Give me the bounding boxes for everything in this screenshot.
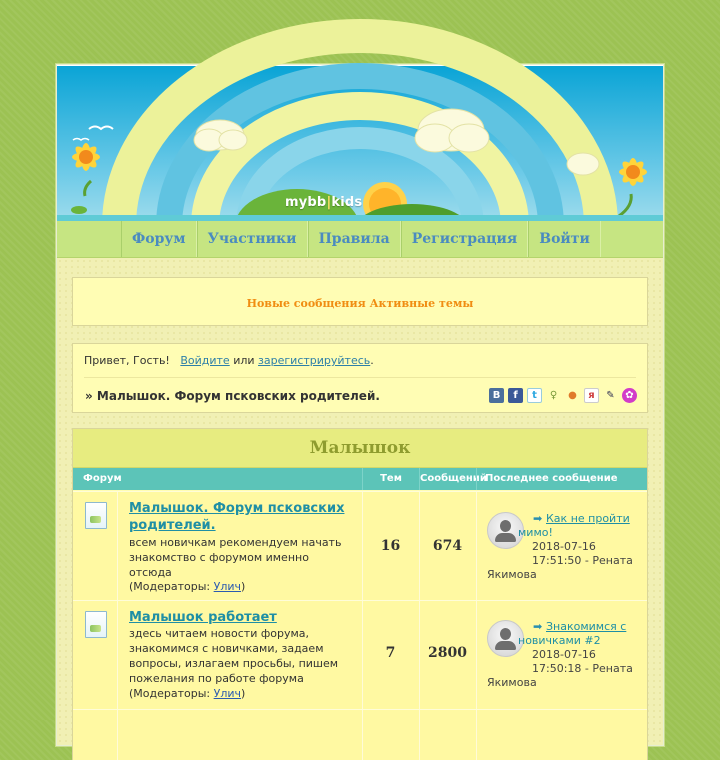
column-last-post: Последнее сообщение: [476, 468, 618, 490]
logo-text-kids: kids: [331, 195, 363, 210]
last-post-date: 2018-07-16: [532, 540, 596, 553]
facebook-icon[interactable]: f: [508, 388, 523, 403]
last-post-date: 2018-07-16: [532, 648, 596, 661]
posts-count: 674: [432, 538, 463, 554]
table-header: [73, 468, 647, 490]
last-post-title-line1: Как не пройти: [546, 512, 630, 525]
forum-status-icon: [85, 611, 107, 638]
moderators-close: ): [241, 687, 246, 700]
greeting-period: .: [370, 354, 374, 367]
last-post-title-line1: Знакомимся с: [546, 620, 627, 633]
register-link[interactable]: зарегистрируйтесь: [258, 354, 371, 367]
nav-item-login[interactable]: Войти: [528, 221, 601, 257]
forum-title-line2: родителей.: [129, 518, 216, 533]
last-post-meta: [487, 648, 637, 690]
greeting-line: [84, 354, 374, 367]
nav-item-members[interactable]: Участники: [197, 221, 308, 257]
column-topics: Тем: [362, 468, 419, 490]
or-text: или: [233, 354, 255, 367]
vk-icon[interactable]: В: [489, 388, 504, 403]
last-post-author: Якимова: [487, 568, 537, 581]
description-line: отсюда: [129, 566, 172, 579]
column-posts: Сообщений: [419, 468, 476, 490]
main-content: [57, 258, 663, 745]
forum-row: [73, 709, 647, 760]
arrow-right-icon: ➡: [533, 620, 543, 633]
site-logo[interactable]: [285, 195, 362, 210]
page-wrapper: [56, 64, 664, 746]
flower-icon[interactable]: ✿: [622, 388, 637, 403]
moderators-label: (Модераторы:: [129, 687, 211, 700]
forum-row: [73, 491, 647, 600]
posts-count: 2800: [428, 645, 467, 661]
new-posts-box: [72, 277, 648, 326]
logo-text-mybb: mybb: [285, 195, 327, 210]
forum-moderators: [129, 687, 245, 700]
forum-status-icon: [85, 502, 107, 529]
last-post-author: Якимова: [487, 676, 537, 689]
nav-item-rules[interactable]: Правила: [308, 221, 401, 257]
moderators-label: (Модераторы:: [129, 580, 211, 593]
forum-description: [129, 535, 354, 580]
last-post-time-author: 17:50:18 - Рената: [532, 662, 633, 675]
login-link[interactable]: Войдите: [180, 354, 230, 367]
greeting-text: Привет, Гость!: [84, 354, 170, 367]
description-line: знакомство с форумом именно: [129, 551, 309, 564]
arrow-right-icon: ➡: [533, 512, 543, 525]
description-line: здесь читаем новости форума,: [129, 627, 310, 640]
column-forum: Форум: [83, 473, 122, 484]
twitter-icon[interactable]: t: [527, 388, 542, 403]
forum-category: [72, 428, 648, 760]
forum-title-link[interactable]: [129, 500, 354, 534]
topics-count: 16: [380, 538, 401, 554]
topics-count: 7: [385, 645, 396, 661]
share-icons: [489, 388, 637, 403]
description-line: пожелания по работе форума: [129, 672, 304, 685]
balloons-icon[interactable]: ●: [565, 388, 580, 403]
forum-description: [129, 626, 354, 686]
forum-moderators: [129, 580, 245, 593]
gift-icon[interactable]: я: [584, 388, 599, 403]
moderator-link[interactable]: Улич: [213, 687, 242, 700]
moderator-link[interactable]: Улич: [213, 580, 242, 593]
forum-title-line1: Малышок работает: [129, 610, 277, 625]
nav-item-register[interactable]: Регистрация: [401, 221, 529, 257]
new-posts-active-topics-link[interactable]: Новые сообщения Активные темы: [246, 297, 474, 310]
moderators-close: ): [241, 580, 246, 593]
people-icon[interactable]: ♀: [546, 388, 561, 403]
forum-title-line1: Малышок. Форум псковских: [129, 501, 345, 516]
description-line: вопросы, излагаем просьбы, пишем: [129, 657, 339, 670]
last-post-title-line2: мимо!: [518, 526, 553, 539]
main-navigation: [57, 221, 663, 258]
header-banner: [57, 65, 663, 222]
last-post-title-line2: новичками #2: [518, 634, 601, 647]
last-post-time-author: 17:51:50 - Рената: [532, 554, 633, 567]
pencil-icon[interactable]: ✎: [603, 388, 618, 403]
welcome-divider: [84, 377, 636, 378]
forum-title-link[interactable]: [129, 609, 354, 626]
last-post-meta: [487, 540, 637, 582]
welcome-box: [72, 343, 648, 413]
last-post-link[interactable]: [518, 620, 642, 648]
logo-separator: |: [326, 195, 332, 210]
forum-row: [73, 600, 647, 709]
category-title[interactable]: Малышок: [73, 429, 647, 468]
description-line: всем новичкам рекомендуем начать: [129, 536, 342, 549]
nav-item-forum[interactable]: Форум: [121, 221, 197, 257]
last-post-link[interactable]: [518, 512, 642, 540]
description-line: знакомимся с новичками, задаем: [129, 642, 324, 655]
breadcrumb[interactable]: » Малышок. Форум псковских родителей.: [85, 389, 380, 403]
